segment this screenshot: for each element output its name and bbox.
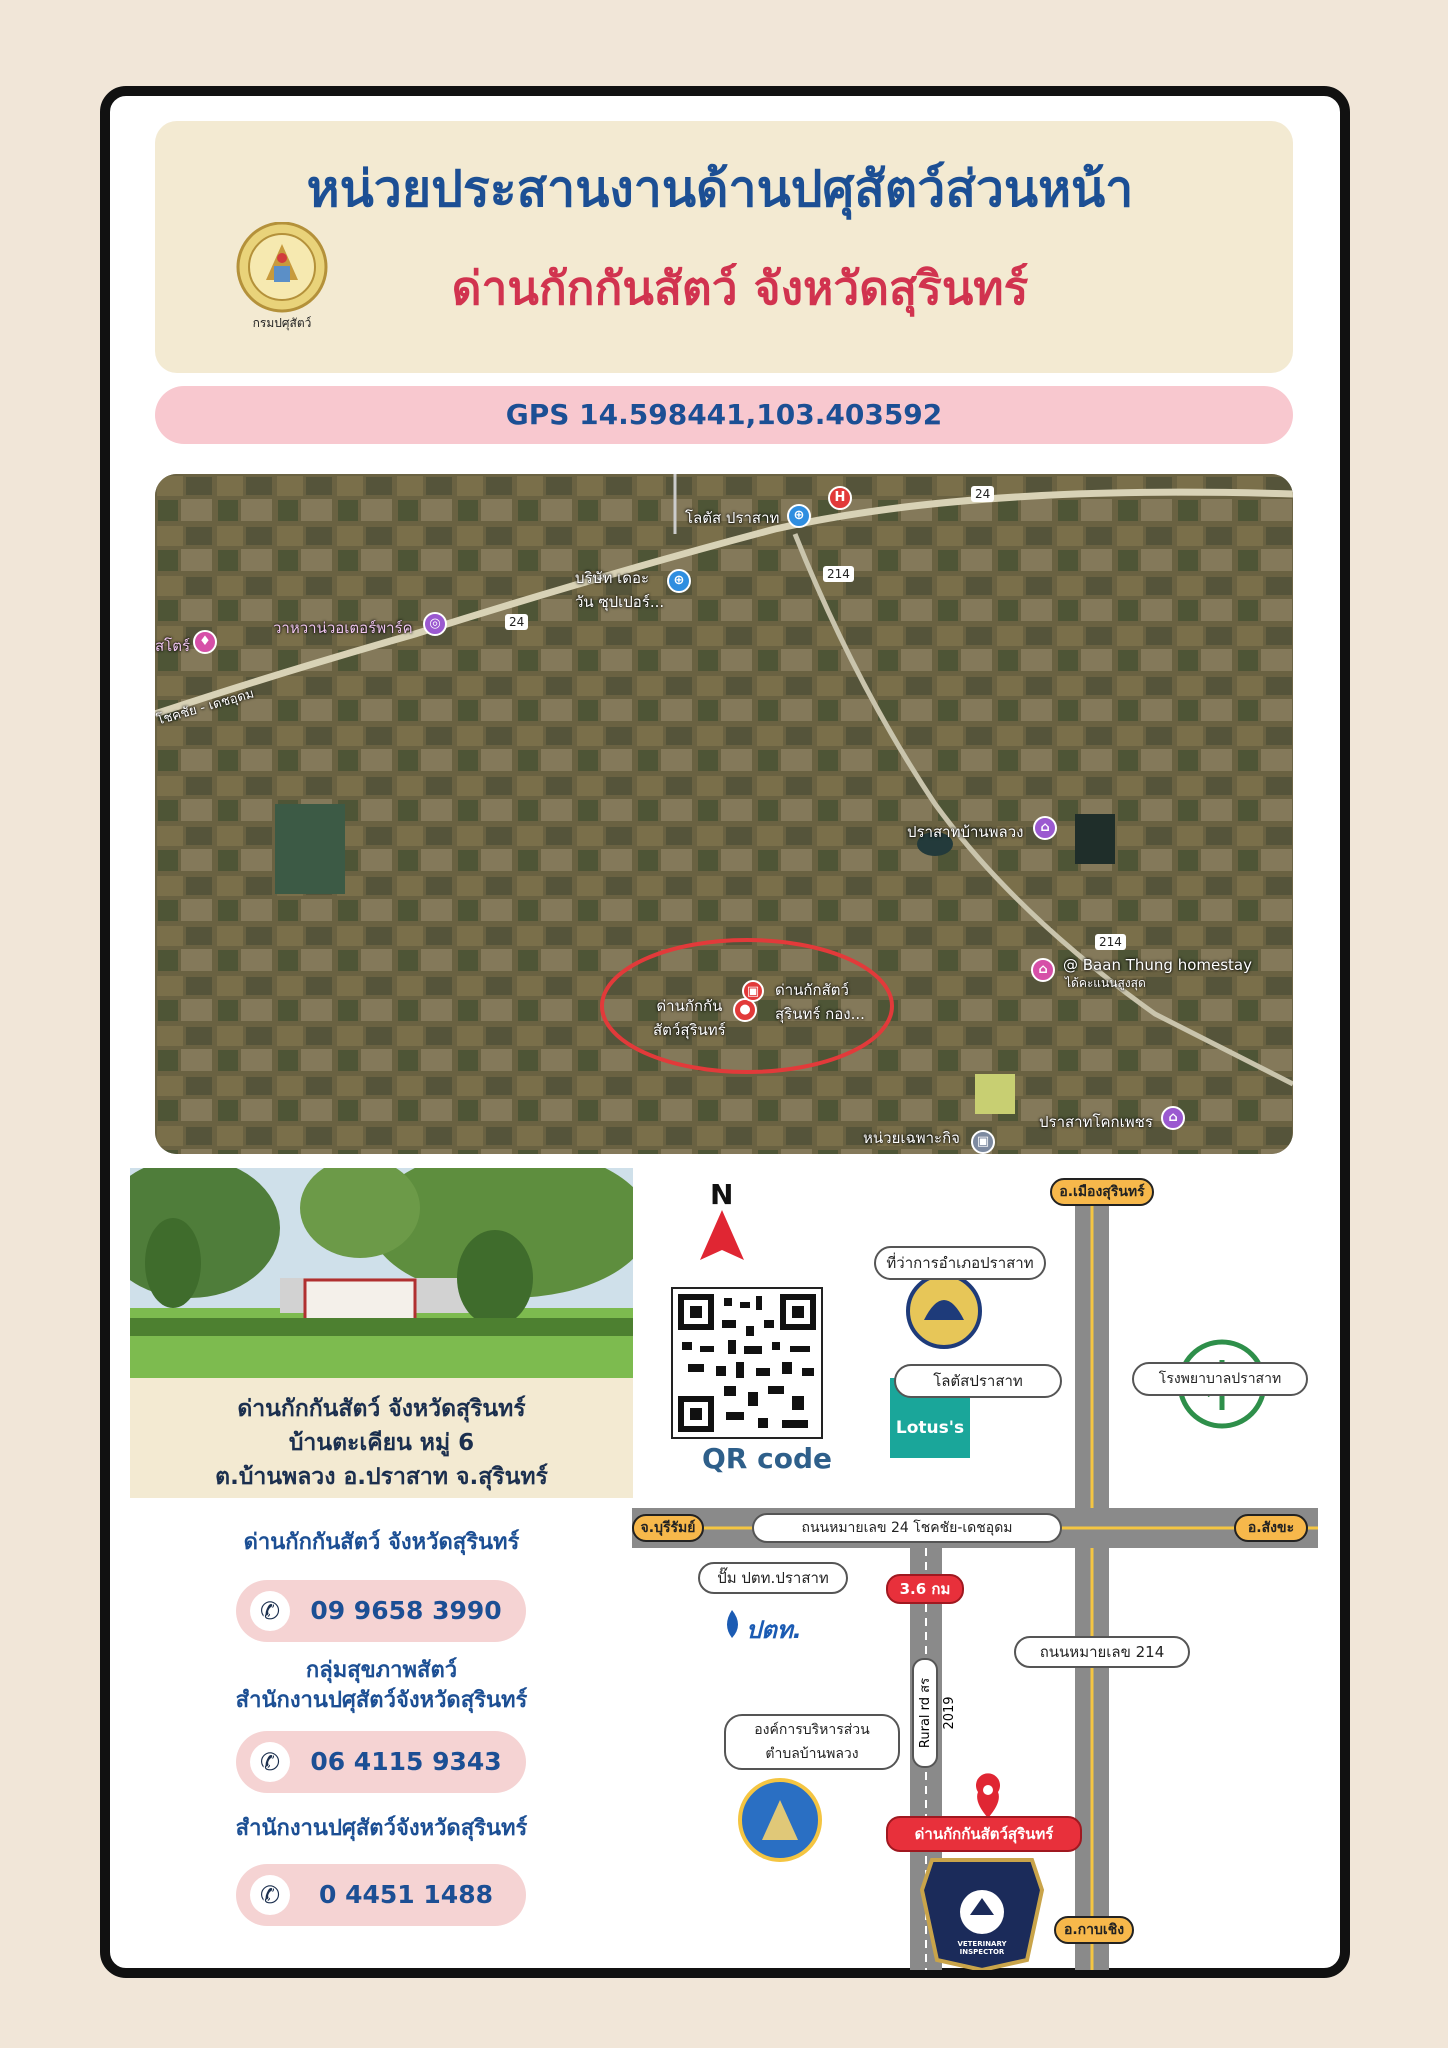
page-subtitle: ด่านกักกันสัตว์ จังหวัดสุรินทร์ [451, 261, 1029, 315]
town-label-kap-choeng: อ.กาบเชิง [1054, 1916, 1134, 1944]
end-label-sangkha: อ.สังขะ [1234, 1514, 1308, 1542]
map-label-baan-thung-rating: ได้คะแนนสูงสุด [1065, 976, 1146, 990]
address-panel [130, 1378, 633, 1498]
contact-title-1: ด่านกักกันสัตว์ จังหวัดสุรินทร์ [243, 1530, 520, 1555]
ptt-logo-icon: ปตท. [746, 1616, 802, 1644]
lotus-logo-icon: Lotus's [895, 1418, 965, 1438]
hospital-seal-icon [1180, 1342, 1264, 1426]
page-title: หน่วยประสานงานด้านปศุสัตว์ส่วนหน้า [306, 160, 1134, 218]
station-photo [130, 1168, 633, 1378]
district-office-label: ที่ว่าการอำเภอปราสาท [874, 1246, 1046, 1280]
address-line-1: ด่านกักกันสัตว์ จังหวัดสุรินทร์ [237, 1396, 526, 1422]
map-pin-prasat-banphluang[interactable]: ⌂ [1033, 816, 1057, 840]
lotus-label: โลตัสปราสาท [894, 1364, 1062, 1398]
map-pin-baan-thung[interactable]: ⌂ [1031, 958, 1055, 982]
road-marker-214-top: 214 [823, 566, 854, 582]
map-pin-quarantine[interactable]: ● [733, 998, 757, 1022]
map-label-special-unit: หน่วยเฉพาะกิจ [863, 1129, 960, 1147]
qr-code-icon[interactable] [672, 1288, 822, 1438]
directions-diagram [632, 1170, 1318, 1970]
distance-badge: 3.6 กม [886, 1574, 964, 1604]
end-label-buriram: จ.บุรีรัมย์ [632, 1514, 704, 1542]
logo-caption: กรมปศุสัตว์ [252, 316, 312, 330]
address-line-3: ต.บ้านพลวง อ.ปราสาท จ.สุรินทร์ [215, 1464, 548, 1490]
map-pin-hospital[interactable]: H [828, 486, 852, 510]
map-label-lotus: โลตัส ปราสาท [685, 509, 780, 527]
map-label-quarantine-unit: ด่านกักสัตว์ สุรินทร์ กอง... [775, 981, 865, 1023]
map-pin-special-unit[interactable]: ▣ [971, 1130, 995, 1154]
district-office-seal-icon [908, 1275, 980, 1347]
phone-button-3[interactable] [236, 1864, 526, 1926]
phone-number-2: 06 4115 9343 [310, 1747, 502, 1776]
map-road-name: โชคชัย - เดชอุดม [155, 686, 256, 729]
phone-number-3: 0 4451 1488 [319, 1880, 493, 1909]
hospital-label: โรงพยาบาลปราสาท [1132, 1362, 1308, 1396]
inspector-badge-text: VETERINARY INSPECTOR [957, 1940, 1007, 1956]
phone-button-1[interactable] [236, 1580, 526, 1642]
destination-pin-icon [974, 1778, 1002, 1820]
north-icon: N [710, 1178, 734, 1211]
map-pin-store[interactable]: ♦ [193, 630, 217, 654]
phone-icon: ✆ [250, 1742, 290, 1782]
map-label-baan-thung: @ Baan Thung homestay [1063, 956, 1252, 974]
road-marker-214-bottom: 214 [1095, 934, 1126, 950]
map-label-quarantine: ด่านกักกัน สัตว์สุรินทร์ [653, 997, 726, 1039]
destination-label[interactable]: ด่านกักกันสัตว์สุรินทร์ [886, 1816, 1082, 1852]
map-label-company: บริษัท เดอะ วัน ซุปเปอร์... [575, 569, 665, 611]
rural-road-label: Rural rd สร 2019 [912, 1658, 938, 1768]
map-pin-company[interactable]: ⊕ [667, 569, 691, 593]
ptt-station-label: ปั๊ม ปตท.ปราสาท [698, 1562, 848, 1594]
town-label-mueang-surin: อ.เมืองสุรินทร์ [1050, 1178, 1154, 1206]
livestock-seal-icon [232, 222, 332, 337]
tambon-seal-icon [740, 1780, 820, 1860]
road-marker-24-top: 24 [971, 486, 994, 502]
phone-icon: ✆ [250, 1875, 290, 1915]
gps-coordinates: GPS 14.598441,103.403592 [155, 386, 1293, 444]
map-label-prasat-banphluang: ปราสาทบ้านพลวง [907, 823, 1024, 841]
road-24-label: ถนนหมายเลข 24 โชคชัย-เดชอุดม [752, 1513, 1062, 1543]
road-214-label: ถนนหมายเลข 214 [1014, 1636, 1190, 1668]
phone-icon: ✆ [250, 1591, 290, 1631]
road-marker-24-left: 24 [505, 614, 528, 630]
map-pin-lotus[interactable]: ⊕ [787, 504, 811, 528]
map-pin-quarantine-unit[interactable]: ▣ [742, 980, 764, 1002]
contact-title-2: กลุ่มสุขภาพสัตว์ สำนักงานปศุสัตว์จังหวัดสุรินทร์ [235, 1658, 528, 1713]
map-label-prasat-khok: ปราสาทโคกเพชร [1039, 1113, 1153, 1131]
phone-button-2[interactable] [236, 1731, 526, 1793]
phone-number-1: 09 9658 3990 [310, 1596, 502, 1625]
map-pin-prasat-khok[interactable]: ⌂ [1161, 1106, 1185, 1130]
map-label-waterpark: วาหวาน่วอเตอร์พาร์ค [273, 619, 413, 637]
map-label-store: สโตร์ [155, 637, 191, 655]
qr-code-label: QR code [702, 1442, 832, 1475]
map-pin-waterpark[interactable]: ◎ [423, 612, 447, 636]
satellite-map[interactable] [155, 474, 1293, 1154]
address-line-2: บ้านตะเคียน หมู่ 6 [288, 1430, 475, 1456]
contact-title-3: สำนักงานปศุสัตว์จังหวัดสุรินทร์ [235, 1816, 528, 1841]
tambon-office-label: องค์การบริหารส่วน ตำบลบ้านพลวง [724, 1714, 900, 1770]
